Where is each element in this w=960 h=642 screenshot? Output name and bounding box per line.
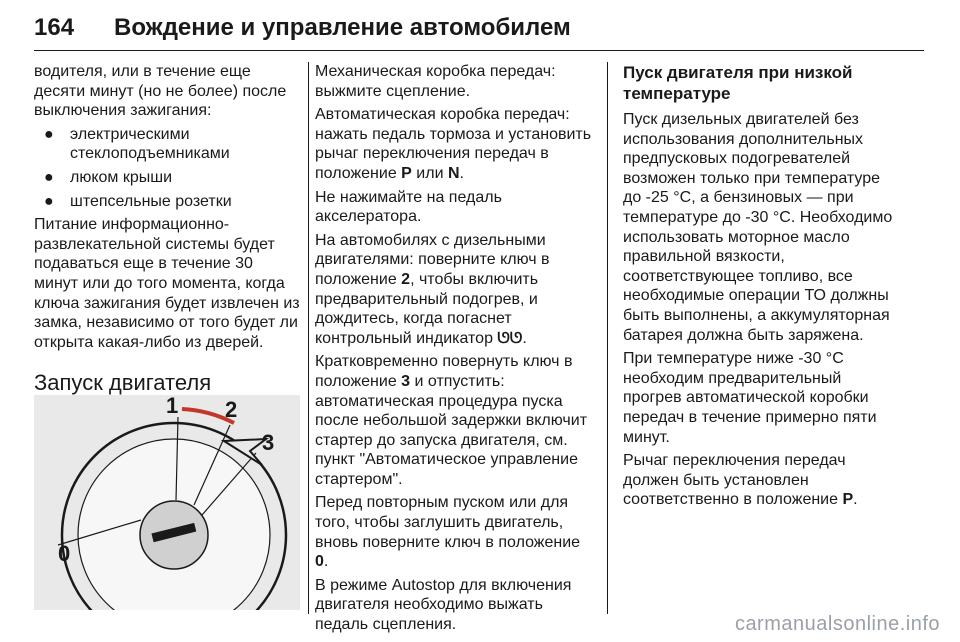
bullet-icon: ● (44, 192, 54, 210)
key-position-3: 3 (401, 372, 411, 390)
position-label-2: 2 (225, 397, 238, 422)
list-item: ● штепсельные розетки (44, 192, 232, 210)
gear-p: P (401, 164, 412, 182)
section-heading-engine-start: Запуск двигателя (34, 370, 212, 396)
gear-p: P (842, 491, 854, 509)
page-number: 164 (34, 14, 75, 41)
feature-list (34, 125, 300, 211)
paragraph-manual-gearbox: Механическая коробка передач: выжмите сцепление. (315, 63, 556, 100)
list-item: ● люком крыши (44, 168, 173, 186)
paragraph-start: Кратковременно повернуть ключ в положение 3 и отпустить: автоматическая процедура пуска после небольшой задержки включит стартер до запуска двигателя, см. пункт "Автоматическое управление стартером". (315, 353, 588, 488)
paragraph-automatic-gearbox: Автоматическая коробка передач: нажать педаль тормоза и установить рычаг переключения передач в положение P или N. (315, 106, 592, 182)
paragraph-accelerator: Не нажимайте на педаль акселератора. (315, 188, 502, 226)
gear-n: N (447, 164, 460, 182)
paragraph-autostop: В режиме Autostop для включения двигателя необходимо выжать педаль сцепления. (315, 576, 572, 634)
ignition-switch-illustration (34, 395, 300, 610)
column-3 (623, 62, 893, 514)
ignition-key-figure (34, 395, 300, 610)
list-item: ● электрическими стеклоподъемниками (44, 125, 230, 163)
column-divider-2 (607, 62, 608, 614)
paragraph-preheat: При температуре ниже -30 °C необходим предварительный прогрев автоматической коробки передач в течение примерно пяти минут. (623, 350, 877, 446)
paragraph-diesel: На автомобилях с дизельными двигателями: поверните ключ в положение 2, чтобы включить предварительный подогрев, и дождитесь, когда погаснет контрольный индикатор ᘎᘎ. (315, 231, 550, 347)
page-header (34, 10, 924, 50)
paragraph-lever: Рычаг переключения передач должен быть установлен соответственно в положение P. (623, 452, 858, 509)
bullet-icon: ● (44, 125, 54, 143)
section-heading-cold-start: Пуск двигателя при низкой температуре (623, 63, 853, 103)
paragraph-restart: Перед повторным пуском или для того, чтобы заглушить двигатель, вновь поверните ключ в положение 0. (315, 494, 581, 571)
bullet-icon: ● (44, 168, 54, 186)
position-label-0: 0 (58, 541, 71, 566)
watermark: carmanualsonline.info (734, 613, 940, 635)
position-label-1: 1 (166, 395, 179, 418)
column-divider-1 (308, 62, 309, 614)
paragraph-intro: водителя, или в течение еще десяти минут (но не более) после выключения зажигания: (34, 63, 287, 120)
paragraph-cold-limits: Пуск дизельных двигателей без использования дополнительных предпусковых подогревателей возможен только при температуре до -25 °C, а бензиновых — при температуре до -30 °C. Необходимо использовать моторное масло правильной вязкости, соответствующее топливо, все необходимые операции ТО должны быть выполнены, а аккумуляторная батарея должна быть заряжена. (623, 111, 893, 344)
paragraph-infotainment: Питание информационно-развлекательной системы будет подаваться еще в течение 30 минут или до того момента, когда ключа зажигания будет извлечен из замка, независимо от того будет ли открыта какая-либо из дверей. (34, 216, 300, 351)
page-title: Вождение и управление автомобилем (114, 14, 571, 41)
column-1 (34, 62, 300, 406)
header-rule (34, 50, 924, 51)
glow-plug-indicator-icon: ᘎᘎ (497, 329, 523, 347)
key-position-2: 2 (401, 270, 411, 288)
position-label-3: 3 (262, 430, 275, 455)
column-2 (315, 62, 595, 639)
key-position-0: 0 (315, 553, 324, 571)
